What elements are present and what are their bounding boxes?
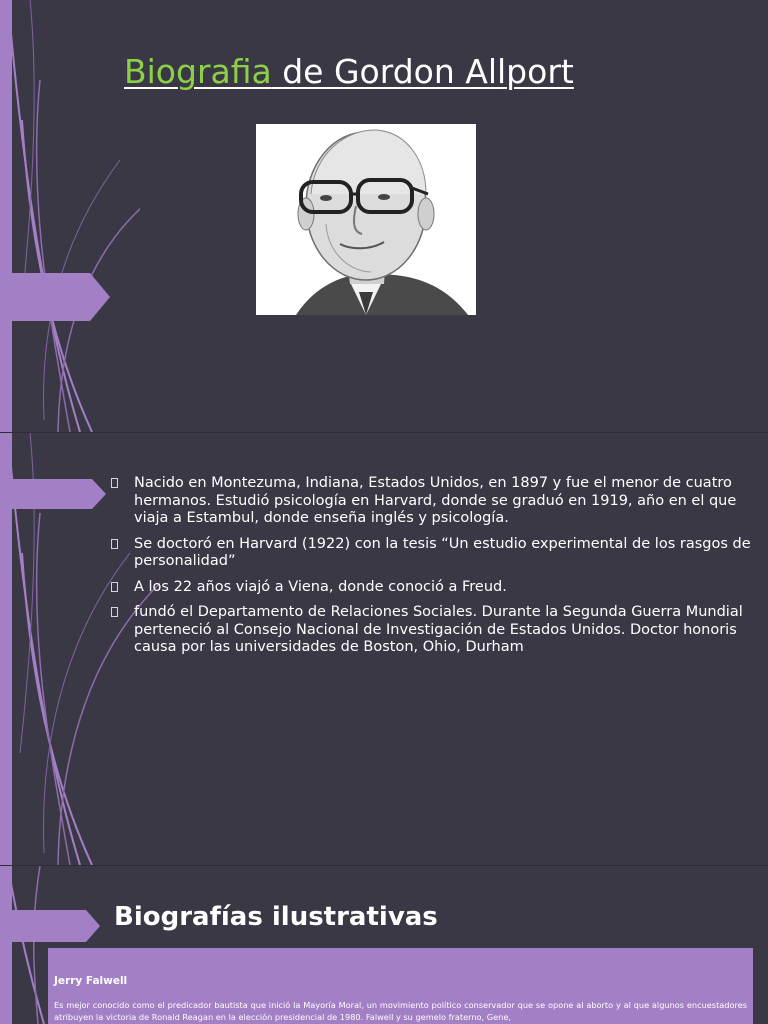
slide-tab-arrow [0,273,112,321]
bullet-list [108,475,753,665]
bullet-item: Se doctoró en Harvard (1922) con la tesis “Un estudio experimental de los rasgos de personalidad” [108,536,753,571]
slide-biografia [0,0,768,432]
slide-bio-details [0,433,768,865]
slide-tab-arrow [0,479,112,509]
bullet-item: Nacido en Montezuma, Indiana, Estados Unidos, en 1897 y fue el menor de cuatro hermanos. Estudió psicología en Harvard, donde se graduó en 1919, año en el que viaja a Estambul, donde enseña inglés y psicología. [108,475,753,528]
bullet-marker-icon [111,478,118,488]
card-name: Jerry Falwell [54,975,128,987]
section-title: Biografías ilustrativas [114,902,438,932]
card-text: Es mejor conocido como el predicador bautista que inició la Mayoría Moral, un movimiento político conservador que se opone al aborto y al que algunos encuestadores atribuyen la victoria de Ronald Reagan en la elección presidencial de 1980. Falwell y su gemelo fraterno, Gene, [54,1000,747,1022]
slide-biografias-ilustrativas [0,866,768,1024]
portrait-image [256,124,476,315]
bullet-marker-icon [111,539,118,549]
bullet-marker-icon [111,582,118,592]
bullet-item: A los 22 años viajó a Viena, donde conoció a Freud. [108,579,753,597]
biografia-link[interactable]: Biografia [124,52,272,91]
slide-tab-arrow [0,910,112,942]
bullet-item: fundó el Departamento de Relaciones Sociales. Durante la Segunda Guerra Mundial perteneció al Consejo Nacional de Investigación de Estados Unidos. Doctor honoris causa por las universidades de Boston, Ohio, Durham [108,604,753,657]
slide-title [124,52,574,91]
bullet-marker-icon [111,607,118,617]
title-rest: de Gordon Allport [271,52,574,91]
biography-card [48,948,753,1024]
decorative-curves [0,0,140,432]
